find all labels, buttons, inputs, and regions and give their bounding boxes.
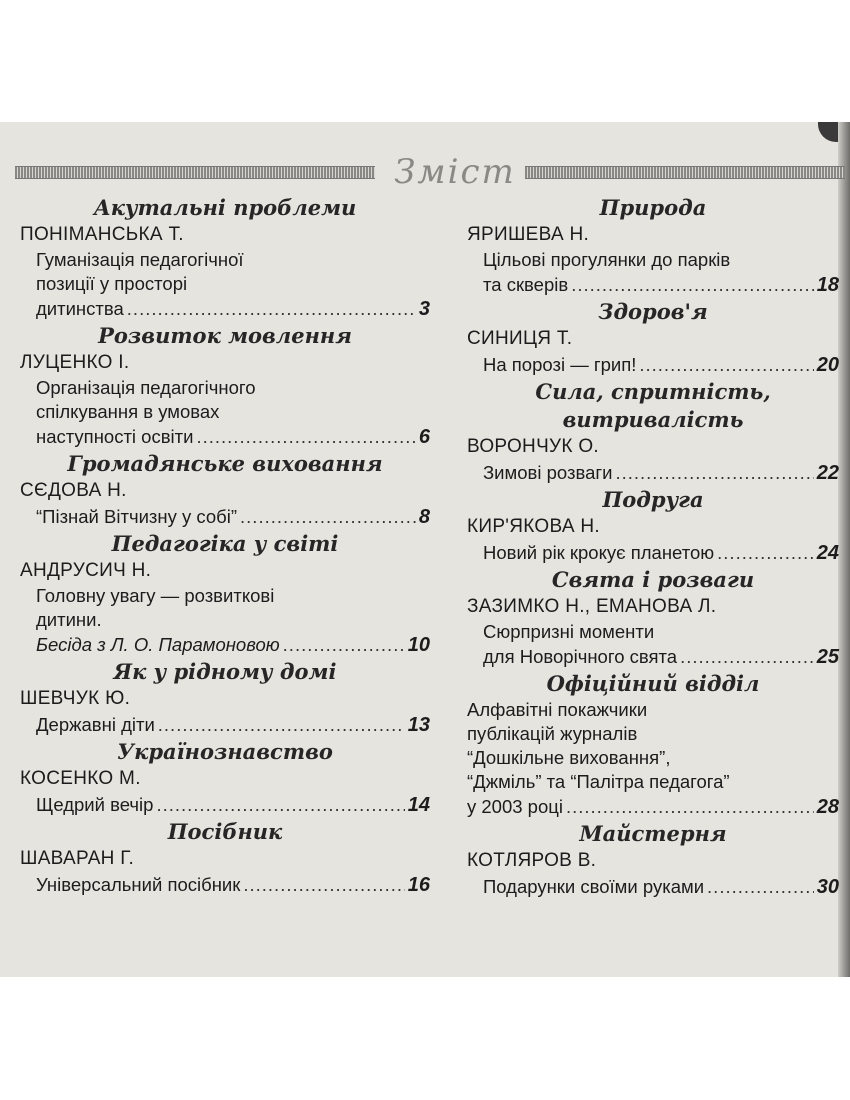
entry-page-number: 16: [407, 874, 430, 896]
section-heading: Українознавство: [117, 739, 333, 764]
section-heading: Офіційний відділ: [546, 671, 760, 696]
section-heading: Розвиток мовлення: [98, 323, 352, 348]
toc-entry: [467, 434, 839, 486]
dot-leader: [127, 296, 416, 321]
entry-page-number: 14: [407, 794, 430, 816]
entry-page-number: 25: [816, 646, 839, 668]
toc-entry: [467, 514, 839, 566]
dot-leader: [639, 352, 813, 377]
entry-page-number: 30: [816, 876, 839, 898]
toc-entry: [20, 350, 430, 450]
section-heading: Майстерня: [579, 821, 727, 846]
entry-title-last-line: [20, 712, 430, 738]
entry-title-last-line: [20, 632, 430, 658]
dot-leader: [196, 424, 415, 449]
entry-author: ЗАЗИМКО Н., ЕМАНОВА Л.: [467, 596, 717, 617]
entry-page-number: 20: [816, 354, 839, 376]
right-column: [467, 194, 839, 900]
entry-title-text: наступності освіти: [36, 426, 194, 447]
dot-leader: [615, 460, 813, 485]
toc-entry: [20, 686, 430, 738]
entry-author: ЛУЦЕНКО І.: [20, 352, 130, 373]
section-heading: Природа: [599, 195, 707, 220]
entry-title-last-line: [467, 540, 839, 566]
dot-leader: [707, 874, 814, 899]
entry-title-text: дитинства: [36, 298, 124, 319]
entry-title-text: Новий рік крокує планетою: [483, 542, 715, 563]
dot-leader: [283, 632, 405, 657]
entry-title-line: Організація педагогічного: [36, 377, 256, 398]
entry-title-last-line: [20, 504, 430, 530]
entry-author: КИР'ЯКОВА Н.: [467, 516, 600, 537]
section-heading: Посібник: [167, 819, 283, 844]
toc-entry: [20, 846, 430, 898]
entry-title-last-line: [20, 424, 430, 450]
entry-title-last-line: [20, 296, 430, 322]
entry-title-line: дитини.: [36, 609, 102, 630]
toc-entry: [20, 478, 430, 530]
entry-author: ПОНІМАНСЬКА Т.: [20, 224, 184, 245]
entry-title-text: та скверів: [483, 274, 569, 295]
header-rule-right: [525, 166, 845, 179]
entry-title-last-line: [467, 794, 839, 820]
entry-title-line: спілкування в умовах: [36, 401, 220, 422]
left-column: [20, 194, 430, 898]
entry-title-last-line: [467, 460, 839, 486]
entry-title-line: Головну увагу — розвиткові: [36, 585, 275, 606]
entry-title-text: Зимові розваги: [483, 462, 613, 483]
entry-author: СЄДОВА Н.: [20, 480, 127, 501]
entry-author: ШЕВЧУК Ю.: [20, 688, 131, 709]
section-heading: Педагогіка у світі: [111, 531, 339, 556]
section-heading: Громадянське виховання: [67, 451, 383, 476]
entry-author: КОСЕНКО М.: [20, 768, 141, 789]
toc-entry: [467, 594, 839, 670]
entry-title-line: “Дошкільне виховання”,: [467, 747, 671, 768]
entry-title-line: позиції у просторі: [36, 273, 188, 294]
entry-title-text: Універсальний посібник: [36, 874, 241, 895]
entry-page-number: 13: [407, 714, 430, 736]
toc-entry: [20, 222, 430, 322]
entry-page-number: 28: [816, 796, 839, 818]
section-heading: Як у рідному домі: [113, 659, 337, 684]
entry-title-last-line: [467, 874, 839, 900]
entry-author: ЯРИШЕВА Н.: [467, 224, 590, 245]
entry-page-number: 22: [816, 462, 839, 484]
section-heading: Здоров'я: [598, 299, 708, 324]
entry-author: СИНИЦЯ Т.: [467, 328, 573, 349]
header-rule-left: [15, 166, 375, 179]
entry-title-text: Щедрий вечір: [36, 794, 154, 815]
entry-title-last-line: [20, 872, 430, 898]
dot-leader: [717, 540, 814, 565]
entry-author: КОТЛЯРОВ В.: [467, 850, 597, 871]
toc-entry: [467, 698, 839, 820]
entry-title-text: На порозі — грип!: [483, 354, 637, 375]
contents-header: [15, 152, 845, 192]
dot-leader: [566, 794, 814, 819]
entry-page-number: 3: [418, 298, 430, 320]
entry-title-line: публікацій журналів: [467, 723, 638, 744]
entry-title-text: для Новорічного свята: [483, 646, 678, 667]
entry-page-number: 10: [407, 634, 430, 656]
entry-page-number: 6: [418, 426, 430, 448]
dot-leader: [571, 272, 814, 297]
entry-title-last-line: [467, 352, 839, 378]
entry-author: ВОРОНЧУК О.: [467, 436, 600, 457]
entry-title-last-line: [467, 272, 839, 298]
entry-page-number: 18: [816, 274, 839, 296]
entry-title-line: Цільові прогулянки до парків: [483, 249, 731, 270]
toc-entry: [467, 326, 839, 378]
page-title: Зміст: [394, 152, 516, 192]
page-spine-shadow: [838, 122, 850, 977]
entry-title-text: “Пізнай Вітчизну у собі”: [36, 506, 238, 527]
entry-title-last-line: [467, 644, 839, 670]
toc-entry: [20, 558, 430, 658]
toc-entry: [467, 222, 839, 298]
entry-title-line: Сюрпризні моменти: [483, 621, 655, 642]
section-heading: Подруга: [602, 487, 704, 512]
entry-title-text: Подарунки своїми руками: [483, 876, 705, 897]
entry-author: АНДРУСИЧ Н.: [20, 560, 152, 581]
dot-leader: [158, 712, 405, 737]
entry-title-line: Гуманізація педагогічної: [36, 249, 244, 270]
dot-leader: [156, 792, 404, 817]
dot-leader: [243, 872, 404, 897]
contents-page: [0, 122, 850, 977]
entry-title-text: Бесіда з Л. О. Парамоновою: [36, 634, 280, 655]
section-heading: Сила, спритність, витривалість: [535, 379, 771, 432]
entry-page-number: 8: [418, 506, 430, 528]
entry-page-number: 24: [816, 542, 839, 564]
entry-title-line: “Джміль” та “Палітра педагога”: [467, 771, 730, 792]
entry-title-text: у 2003 році: [467, 796, 563, 817]
entry-title-text: Державні діти: [36, 714, 155, 735]
entry-title-line: Алфавітні покажчики: [467, 699, 648, 720]
dot-leader: [680, 644, 814, 669]
section-heading: Акутальні проблеми: [93, 195, 357, 220]
entry-title-last-line: [20, 792, 430, 818]
toc-entry: [467, 848, 839, 900]
section-heading: Свята і розваги: [551, 567, 755, 592]
entry-author: ШАВАРАН Г.: [20, 848, 135, 869]
dot-leader: [240, 504, 416, 529]
toc-entry: [20, 766, 430, 818]
